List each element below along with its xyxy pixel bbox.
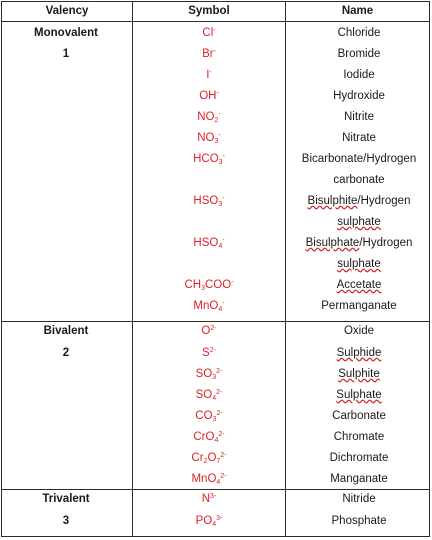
ion-symbol-base: COO xyxy=(204,279,232,291)
ion-symbol-base: CH xyxy=(184,279,202,291)
ion-name xyxy=(288,69,430,81)
ion-symbol xyxy=(135,515,283,528)
ion-name-word: Sulphite xyxy=(338,368,380,380)
ion-symbol-charge: - xyxy=(213,27,216,34)
ion-name-word: Nitrite xyxy=(343,111,375,123)
ion-symbol-subscript: 3 xyxy=(212,374,217,381)
ion-symbol-charge: - xyxy=(222,300,225,307)
ion-symbol-subscript: 4 xyxy=(218,243,223,250)
ion-symbol-base: OH xyxy=(199,90,217,102)
ion-symbol-base: NO xyxy=(197,111,215,123)
ion-symbol xyxy=(135,493,283,505)
ion-name xyxy=(288,174,430,186)
ion-symbol-base: Br xyxy=(202,48,214,60)
ion-name xyxy=(288,431,430,443)
ion-name-word: Bisulphite xyxy=(307,195,358,207)
ion-name xyxy=(288,452,430,464)
valency-number-2: 2 xyxy=(62,347,70,359)
ion-symbol-base: CrO xyxy=(193,431,215,443)
ion-symbol-charge: - xyxy=(231,279,234,286)
ion-symbol-subscript: 2 xyxy=(214,117,219,124)
ion-name-word: Bromide xyxy=(337,48,381,60)
ion-name xyxy=(288,473,430,485)
ion-symbol-base: PO xyxy=(195,515,213,527)
ion-symbol-base: CO xyxy=(195,410,213,422)
ion-symbol-base: MnO xyxy=(191,473,217,485)
ion-symbol-base: I xyxy=(206,69,210,81)
ion-symbol-charge: - xyxy=(222,153,225,160)
ion-name xyxy=(288,48,430,60)
valency-label-bivalent: Bivalent xyxy=(43,325,89,337)
ion-symbol xyxy=(135,325,283,337)
ion-name-rest: /Hydrogen xyxy=(357,195,411,207)
header-name: Name xyxy=(341,5,374,17)
ion-symbol-charge: - xyxy=(209,69,212,76)
ion-name-word: Chloride xyxy=(337,27,381,39)
ion-symbol xyxy=(135,389,283,402)
ion-name-word: Bisulphate xyxy=(305,237,360,249)
ion-symbol-base: HSO xyxy=(193,195,219,207)
ion-symbol xyxy=(135,368,283,381)
ion-symbol xyxy=(135,431,283,444)
ion-symbol-charge: 2- xyxy=(220,452,227,459)
ion-symbol-base: O xyxy=(201,325,211,337)
ion-symbol xyxy=(135,48,283,60)
ion-symbol-subscript: 3 xyxy=(214,138,219,145)
ion-name-rest: /Hydrogen xyxy=(363,153,417,165)
valency-number-1: 1 xyxy=(62,48,70,60)
ion-symbol-charge: - xyxy=(222,195,225,202)
ion-symbol-base: S xyxy=(202,347,210,359)
ion-name xyxy=(288,347,430,359)
ion-symbol-base: SO xyxy=(195,389,213,401)
ion-symbol-subscript: 2 xyxy=(203,458,208,465)
ion-name-word: Sulphide xyxy=(336,347,382,359)
ion-symbol-subscript: 4 xyxy=(218,306,223,313)
ion-name xyxy=(288,279,430,291)
ion-name xyxy=(288,389,430,401)
ion-name xyxy=(288,515,430,527)
ion-name-word: Sulphate xyxy=(336,389,382,401)
ion-symbol xyxy=(135,473,283,486)
ion-name-word: Accetate xyxy=(336,279,382,291)
ion-name xyxy=(288,325,430,337)
ion-symbol-charge: 3- xyxy=(216,515,223,522)
ion-symbol-charge: - xyxy=(218,111,221,118)
ion-symbol-base: Cr xyxy=(191,452,204,464)
ion-name xyxy=(288,111,430,123)
ion-symbol-subscript: 4 xyxy=(212,521,217,528)
ion-symbol-charge: - xyxy=(216,90,219,97)
ion-name xyxy=(288,237,430,249)
ion-name xyxy=(288,153,430,165)
ion-name-rest: /Hydrogen xyxy=(359,237,413,249)
ion-symbol-subscript: 4 xyxy=(212,395,217,402)
column-divider xyxy=(132,2,133,536)
ion-symbol xyxy=(135,27,283,39)
ion-symbol xyxy=(135,452,283,465)
ion-name xyxy=(288,27,430,39)
ion-name-word: Iodide xyxy=(343,69,375,81)
ion-symbol xyxy=(135,237,283,250)
ion-symbol xyxy=(135,153,283,166)
ion-symbol xyxy=(135,279,283,292)
valency-label-monovalent: Monovalent xyxy=(34,27,98,39)
ion-name xyxy=(288,410,430,422)
ion-symbol-base: NO xyxy=(197,132,215,144)
ion-name-word: Phosphate xyxy=(331,515,387,527)
ion-symbol-base: HCO xyxy=(193,153,219,165)
ion-symbol-base: Cl xyxy=(202,27,214,39)
group-divider xyxy=(2,321,429,322)
ion-symbol xyxy=(135,132,283,145)
ion-symbol xyxy=(135,195,283,208)
ion-symbol-subscript: 4 xyxy=(216,479,221,486)
header-valency: Valency xyxy=(45,5,89,17)
ion-name xyxy=(288,90,430,102)
ion-name-word: Nitride xyxy=(342,493,376,505)
ion-name-word: Dichromate xyxy=(329,452,389,464)
ion-name-word: Permanganate xyxy=(321,300,397,312)
ion-symbol-charge: 2- xyxy=(216,368,223,375)
ion-symbol-base: SO xyxy=(195,368,213,380)
ion-symbol-base: MnO xyxy=(193,300,219,312)
header-symbol: Symbol xyxy=(188,5,230,17)
ion-symbol-charge: 2- xyxy=(209,347,216,354)
ion-name xyxy=(288,132,430,144)
ion-name-word: Chromate xyxy=(333,431,385,443)
ion-symbol-charge: 2- xyxy=(218,431,225,438)
ion-name xyxy=(288,216,430,228)
ion-symbol xyxy=(135,69,283,81)
ion-symbol-charge: - xyxy=(222,237,225,244)
ion-name-word: Nitrate xyxy=(342,132,376,144)
ion-symbol-subscript: 3 xyxy=(218,201,223,208)
ion-symbol-subscript: 3 xyxy=(212,416,217,423)
ion-valency-table xyxy=(1,1,430,537)
ion-symbol-base: N xyxy=(201,493,211,505)
ion-name-word: Oxide xyxy=(343,325,375,337)
ion-name xyxy=(288,195,430,207)
ion-symbol-charge: - xyxy=(218,132,221,139)
ion-name-word: carbonate xyxy=(333,174,385,186)
ion-name-word: Carbonate xyxy=(332,410,386,422)
header-divider xyxy=(2,21,429,22)
ion-symbol-charge: 2- xyxy=(216,389,223,396)
ion-name-word: Bicarbonate xyxy=(301,153,364,165)
column-divider xyxy=(285,2,286,536)
ion-symbol-charge: 2- xyxy=(210,325,217,332)
ion-symbol-charge: 3- xyxy=(210,493,217,500)
ion-name xyxy=(288,368,430,380)
ion-name-word: Hydroxide xyxy=(333,90,385,102)
ion-symbol-subscript: 3 xyxy=(201,285,205,292)
ion-name-word: Manganate xyxy=(330,473,388,485)
ion-symbol xyxy=(135,410,283,423)
ion-symbol-subscript: 3 xyxy=(218,159,223,166)
ion-name xyxy=(288,258,430,270)
ion-name xyxy=(288,493,430,505)
ion-symbol-charge: 2- xyxy=(220,473,227,480)
valency-label-trivalent: Trivalent xyxy=(42,493,90,505)
ion-symbol xyxy=(135,347,283,359)
ion-symbol-charge: 2- xyxy=(216,410,223,417)
ion-symbol xyxy=(135,90,283,102)
ion-symbol xyxy=(135,111,283,124)
ion-symbol-charge: - xyxy=(213,48,216,55)
ion-name-word: sulphate xyxy=(337,258,381,270)
ion-symbol-base: O xyxy=(207,452,217,464)
ion-name xyxy=(288,300,430,312)
ion-symbol xyxy=(135,300,283,313)
ion-symbol-subscript: 4 xyxy=(214,437,219,444)
ion-symbol-subscript: 7 xyxy=(216,458,221,465)
valency-number-3: 3 xyxy=(62,515,70,527)
group-divider xyxy=(2,489,429,490)
ion-symbol-base: HSO xyxy=(193,237,219,249)
ion-name-word: sulphate xyxy=(337,216,381,228)
